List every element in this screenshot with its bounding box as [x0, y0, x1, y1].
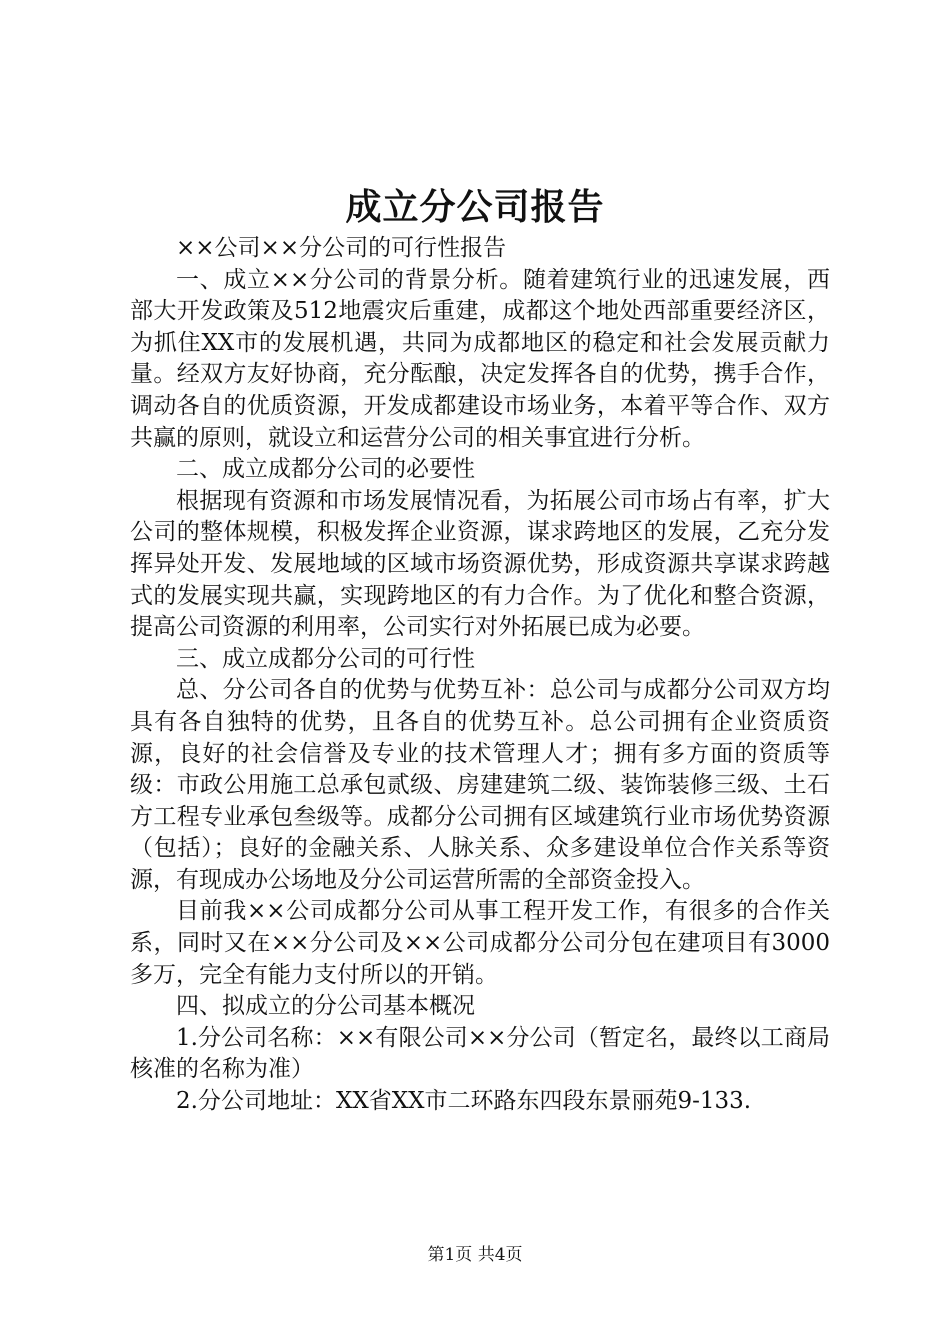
section-heading-overview: 四、拟成立的分公司基本概况: [176, 993, 475, 1020]
section-heading-feasibility: 三、成立成都分公司的可行性: [176, 645, 475, 672]
report-subtitle: ××公司××分公司的可行性报告: [176, 235, 507, 261]
paragraph-necessity: 根据现有资源和市场发展情况看，为拓展公司市场占有率，扩大公司的整体规模，积极发挥企业资源，谋求跨地区的发展，乙充分发挥异处开发、发展地域的区域市场资源优势，形成资源共享谋求跨越式的发展实现共赢，实现跨地区的有力合作。为了优化和整合资源，提高公司资源的利用率，公司实行对外拓展已成为必要。: [130, 487, 830, 641]
document-title: 成立分公司报告: [345, 186, 605, 228]
list-item-branch-name: 1.分公司名称：××有限公司××分公司（暂定名，最终以工商局核准的名称为准）: [130, 1024, 830, 1083]
list-item-branch-address: 2.分公司地址：XX省XX市二环路东四段东景丽苑9-133.: [176, 1088, 752, 1115]
section-heading-necessity: 二、成立成都分公司的必要性: [176, 456, 475, 483]
paragraph-advantages: 总、分公司各自的优势与优势互补：总公司与成都分公司双方均具有各自独特的优势，且各自的优势互补。总公司拥有企业资质资源，良好的社会信誉及专业的技术管理人才；拥有多方面的资质等级：市政公用施工总承包贰级、房建建筑二级、装饰装修三级、土石方工程专业承包叁级等。成都分公司拥有区域建筑行业市场优势资源（包括）；良好的金融关系、人脉关系、众多建设单位合作关系等资源，有现成办公场地及分公司运营所需的全部资金投入。: [130, 677, 830, 893]
document-body: [130, 233, 830, 1118]
page-footer: 第1页 共4页: [427, 1245, 523, 1265]
paragraph-background: 一、成立××分公司的背景分析。随着建筑行业的迅速发展，西部大开发政策及512地震灾后重建，成都这个地处西部重要经济区，为抓住XX市的发展机遇，共同为成都地区的稳定和社会发展贡献力量。经双方友好协商，充分酝酿，决定发挥各自的优势，携手合作，调动各自的优质资源，开发成都建设市场业务，本着平等合作、双方共赢的原则，就设立和运营分公司的相关事宜进行分析。: [130, 266, 830, 451]
paragraph-current-work: 目前我××公司成都分公司从事工程开发工作，有很多的合作关系，同时又在××分公司及××公司成都分公司分包在建项目有3000多万，完全有能力支付所以的开销。: [130, 898, 830, 988]
